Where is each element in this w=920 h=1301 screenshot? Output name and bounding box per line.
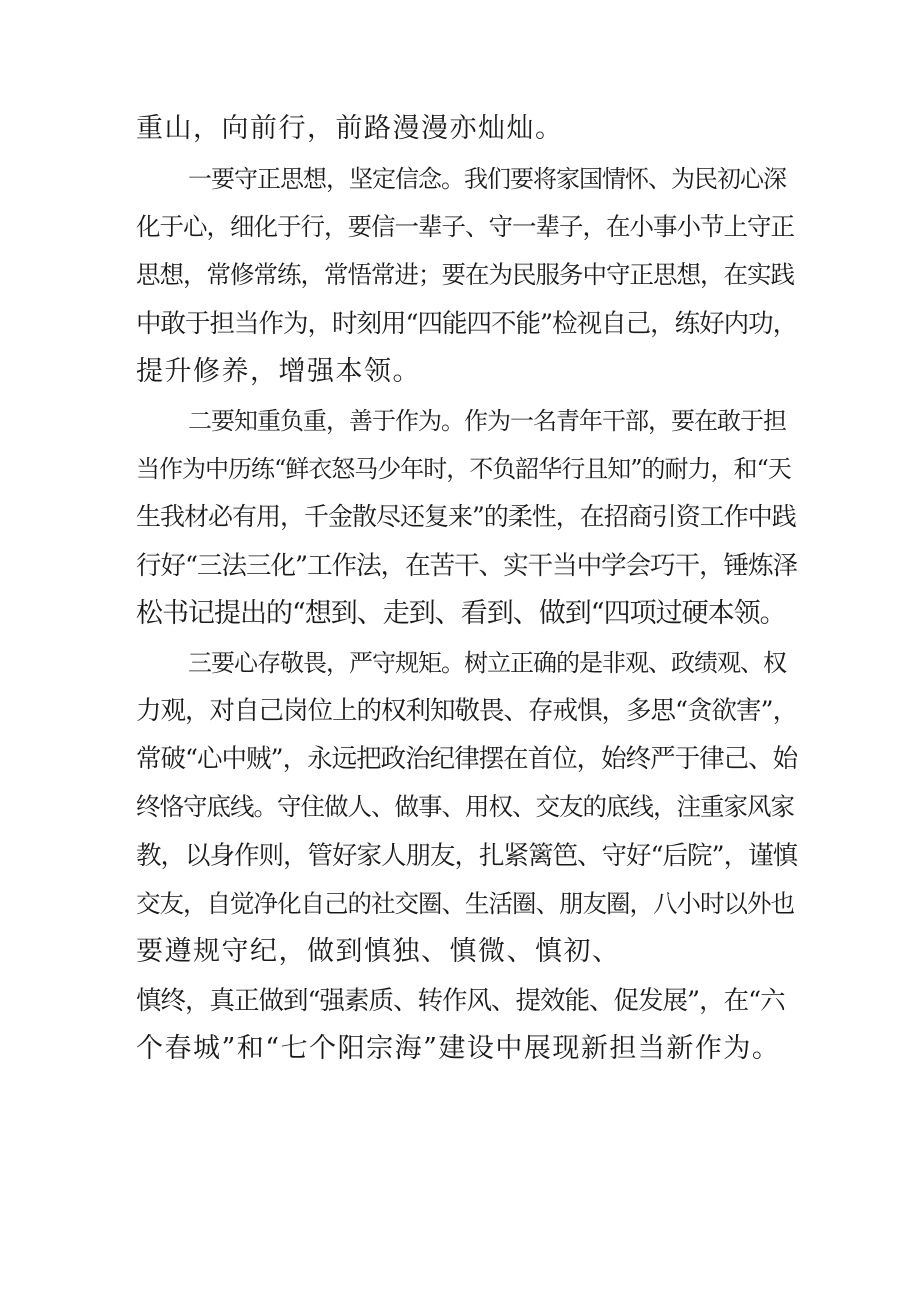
paragraph-1-line-2: 思想，常修常练，常悟常进；要在为民服务中守正思想，在实践 [136,260,794,289]
paragraph-3-line-5: 交友，自觉净化自己的社交圈、生活圈、朋友圈，八小时以外也 [136,889,794,918]
paragraph-1-line-4: 提升修养，增强本领。 [136,356,421,387]
paragraph-0-line-0: 重山，向前行，前路漫漫亦灿灿。 [136,113,564,144]
paragraph-1-line-1: 化于心，细化于行，要信一辈子、守一辈子，在小事小节上守正 [136,212,794,241]
paragraph-3-line-7: 慎终，真正做到“强素质、转作风、提效能、促发展”，在“六 [136,986,785,1016]
paragraph-2-line-1: 当作为中历练“鲜衣怒马少年时，不负韶华行且知”的耐力，和“天 [136,455,791,483]
paragraph-3-line-0: 三要心存敬畏，严守规矩。树立正确的是非观、政绩观、权 [188,649,786,677]
paragraph-2-line-0: 二要知重负重，善于作为。作为一名青年干部，要在敢于担 [188,407,786,435]
paragraph-2-line-4: 松书记提出的“想到、走到、看到、做到“四项过硬本领。 [136,598,786,629]
paragraph-3-line-8: 个春城”和“七个阳宗海”建设中展现新担当新作为。 [136,1033,781,1064]
paragraph-1-line-3: 中敢于担当作为，时刻用“四能四不能”检视自己，练好内功， [136,309,798,339]
paragraph-3-line-3: 终恪守底线。守住做人、做事、用权、交友的底线，注重家风家 [136,792,794,821]
paragraph-3-line-2: 常破“心中贼”，永远把政治纪律摆在首位，始终严于律己、始 [136,744,798,774]
paragraph-2-line-2: 生我材必有用，千金散尽还复来”的柔性，在招商引资工作中践 [136,502,796,531]
paragraph-3-line-6: 要遵规守纪，做到慎独、慎微、慎初、 [136,936,621,967]
paragraph-3-line-1: 力观，对自己岗位上的权利知敬畏、存戒惧，多思“贪欲害”， [136,696,798,726]
paragraph-3-line-4: 教，以身作则，管好家人朋友，扎紧篱笆、守好“后院”，谨慎 [136,841,798,871]
paragraph-2-line-3: 行好“三法三化”工作法，在苦干、实干当中学会巧干，锤炼泽 [136,551,798,581]
paragraph-1-line-0: 一要守正思想，坚定信念。我们要将家国情怀、为民初心深 [188,165,786,193]
